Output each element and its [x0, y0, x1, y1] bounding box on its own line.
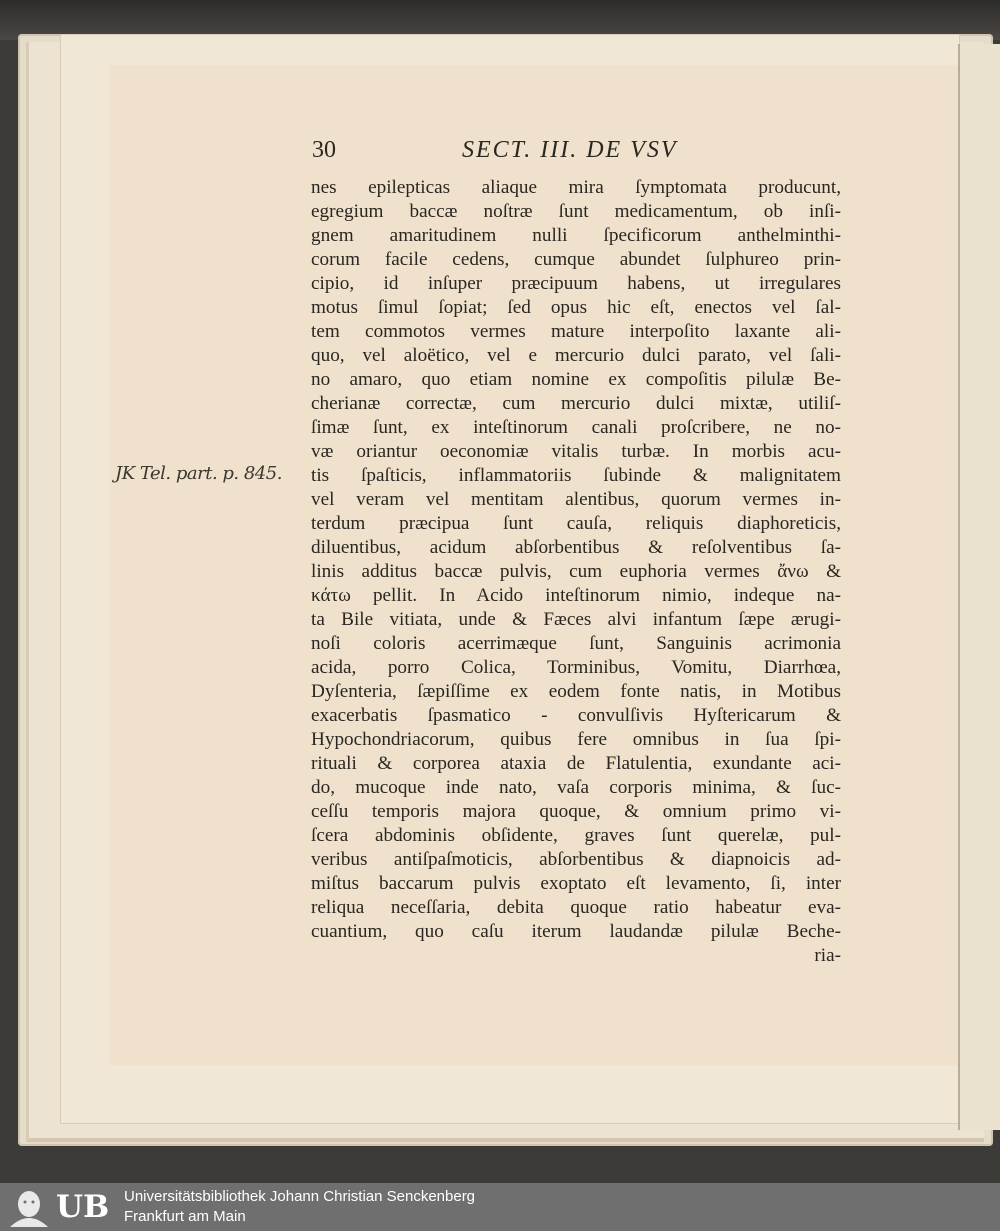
text-line: κάτω pellit. In Acido inteſtinorum nimio, indeque na-	[311, 585, 841, 606]
text-line: quo, vel aloëtico, vel e mercurio dulci parato, vel ſali-	[311, 345, 841, 366]
text-line: do, mucoque inde nato, vaſa corporis minima, & ſuc-	[311, 777, 841, 798]
page-header	[312, 137, 847, 171]
page-number: 30	[312, 137, 336, 163]
text-line: corum facile cedens, cumque abundet ſulphureo prin-	[311, 249, 841, 270]
running-title: SECT. III. DE VSV	[462, 137, 678, 163]
library-city: Frankfurt am Main	[124, 1208, 246, 1225]
text-line: terdum præcipua ſunt cauſa, reliquis diaphoreticis,	[311, 513, 841, 534]
text-line: ta Bile vitiata, unde & Fæces alvi infantum ſæpe ærugi-	[311, 609, 841, 630]
text-line: Dyſenteria, ſæpiſſime ex eodem fonte natis, in Motibus	[311, 681, 841, 702]
text-line: cherianæ correctæ, cum mercurio dulci mixtæ, utiliſ-	[311, 393, 841, 414]
text-line: linis additus baccæ pulvis, cum euphoria vermes ἄνω &	[311, 561, 841, 582]
text-line: ſimæ ſunt, ex inteſtinorum canali proſcribere, ne no-	[311, 417, 841, 438]
logo-text: UB	[56, 1189, 110, 1225]
text-line: diluentibus, acidum abſorbentibus & reſolventibus ſa-	[311, 537, 841, 558]
text-line: tis ſpaſticis, inflammatoriis ſubinde & malignitatem	[311, 465, 841, 486]
text-line: veribus antiſpaſmoticis, abſorbentibus & diapnoicis ad-	[311, 849, 841, 870]
text-line: Hypochondriacorum, quibus fere omnibus in ſua ſpi-	[311, 729, 841, 750]
handwritten-margin-note: JK Tel. part. p. 845.	[115, 463, 282, 484]
text-line: rituali & corporea ataxia de Flatulentia, exundante aci-	[311, 753, 841, 774]
text-line: miſtus baccarum pulvis exoptato eſt levamento, ſi, inter	[311, 873, 841, 894]
text-line: gnem amaritudinem nulli ſpecificorum anthelminthi-	[311, 225, 841, 246]
text-line: cuantium, quo caſu iterum laudandæ pilulæ Beche-	[311, 921, 841, 942]
text-line: motus ſimul ſopiat; ſed opus hic eſt, enectos vel ſal-	[311, 297, 841, 318]
text-line: no amaro, quo etiam nomine ex compoſitis pilulæ Be-	[311, 369, 841, 390]
ub-logo[interactable]	[4, 1187, 116, 1227]
text-line: noſi coloris acerrimæque ſunt, Sanguinis acrimonia	[311, 633, 841, 654]
library-name[interactable]: Universitätsbibliothek Johann Christian Senckenberg	[124, 1188, 476, 1205]
text-line: egregium baccæ noſtræ ſunt medicamentum, ob inſi-	[311, 201, 841, 222]
catchword: ria-	[814, 945, 841, 966]
text-line: ceſſu temporis majora quoque, & omnium primo vi-	[311, 801, 841, 822]
text-line: cipio, id inſuper præcipuum habens, ut irregulares	[311, 273, 841, 294]
text-line: acida, porro Colica, Torminibus, Vomitu, Diarrhœa,	[311, 657, 841, 678]
body-text	[311, 176, 841, 968]
text-line: ſcera abdominis obſidente, graves ſunt querelæ, pul-	[311, 825, 841, 846]
text-line: væ oriantur oeconomiæ vitalis turbæ. In morbis acu-	[311, 441, 841, 462]
text-line: reliqua neceſſaria, debita quoque ratio habeatur eva-	[311, 897, 841, 918]
text-line: exacerbatis ſpasmatico - convulſivis Hyſtericarum &	[311, 705, 841, 726]
text-line: tem commotos vermes mature interpoſito laxante ali-	[311, 321, 841, 342]
text-line: vel veram vel mentitam alentibus, quorum vermes in-	[311, 489, 841, 510]
text-line: nes epilepticas aliaque mira ſymptomata producunt,	[311, 177, 841, 198]
facing-page-edge	[958, 44, 1000, 1130]
library-footer	[0, 1183, 1000, 1231]
portrait-icon	[4, 1187, 54, 1227]
